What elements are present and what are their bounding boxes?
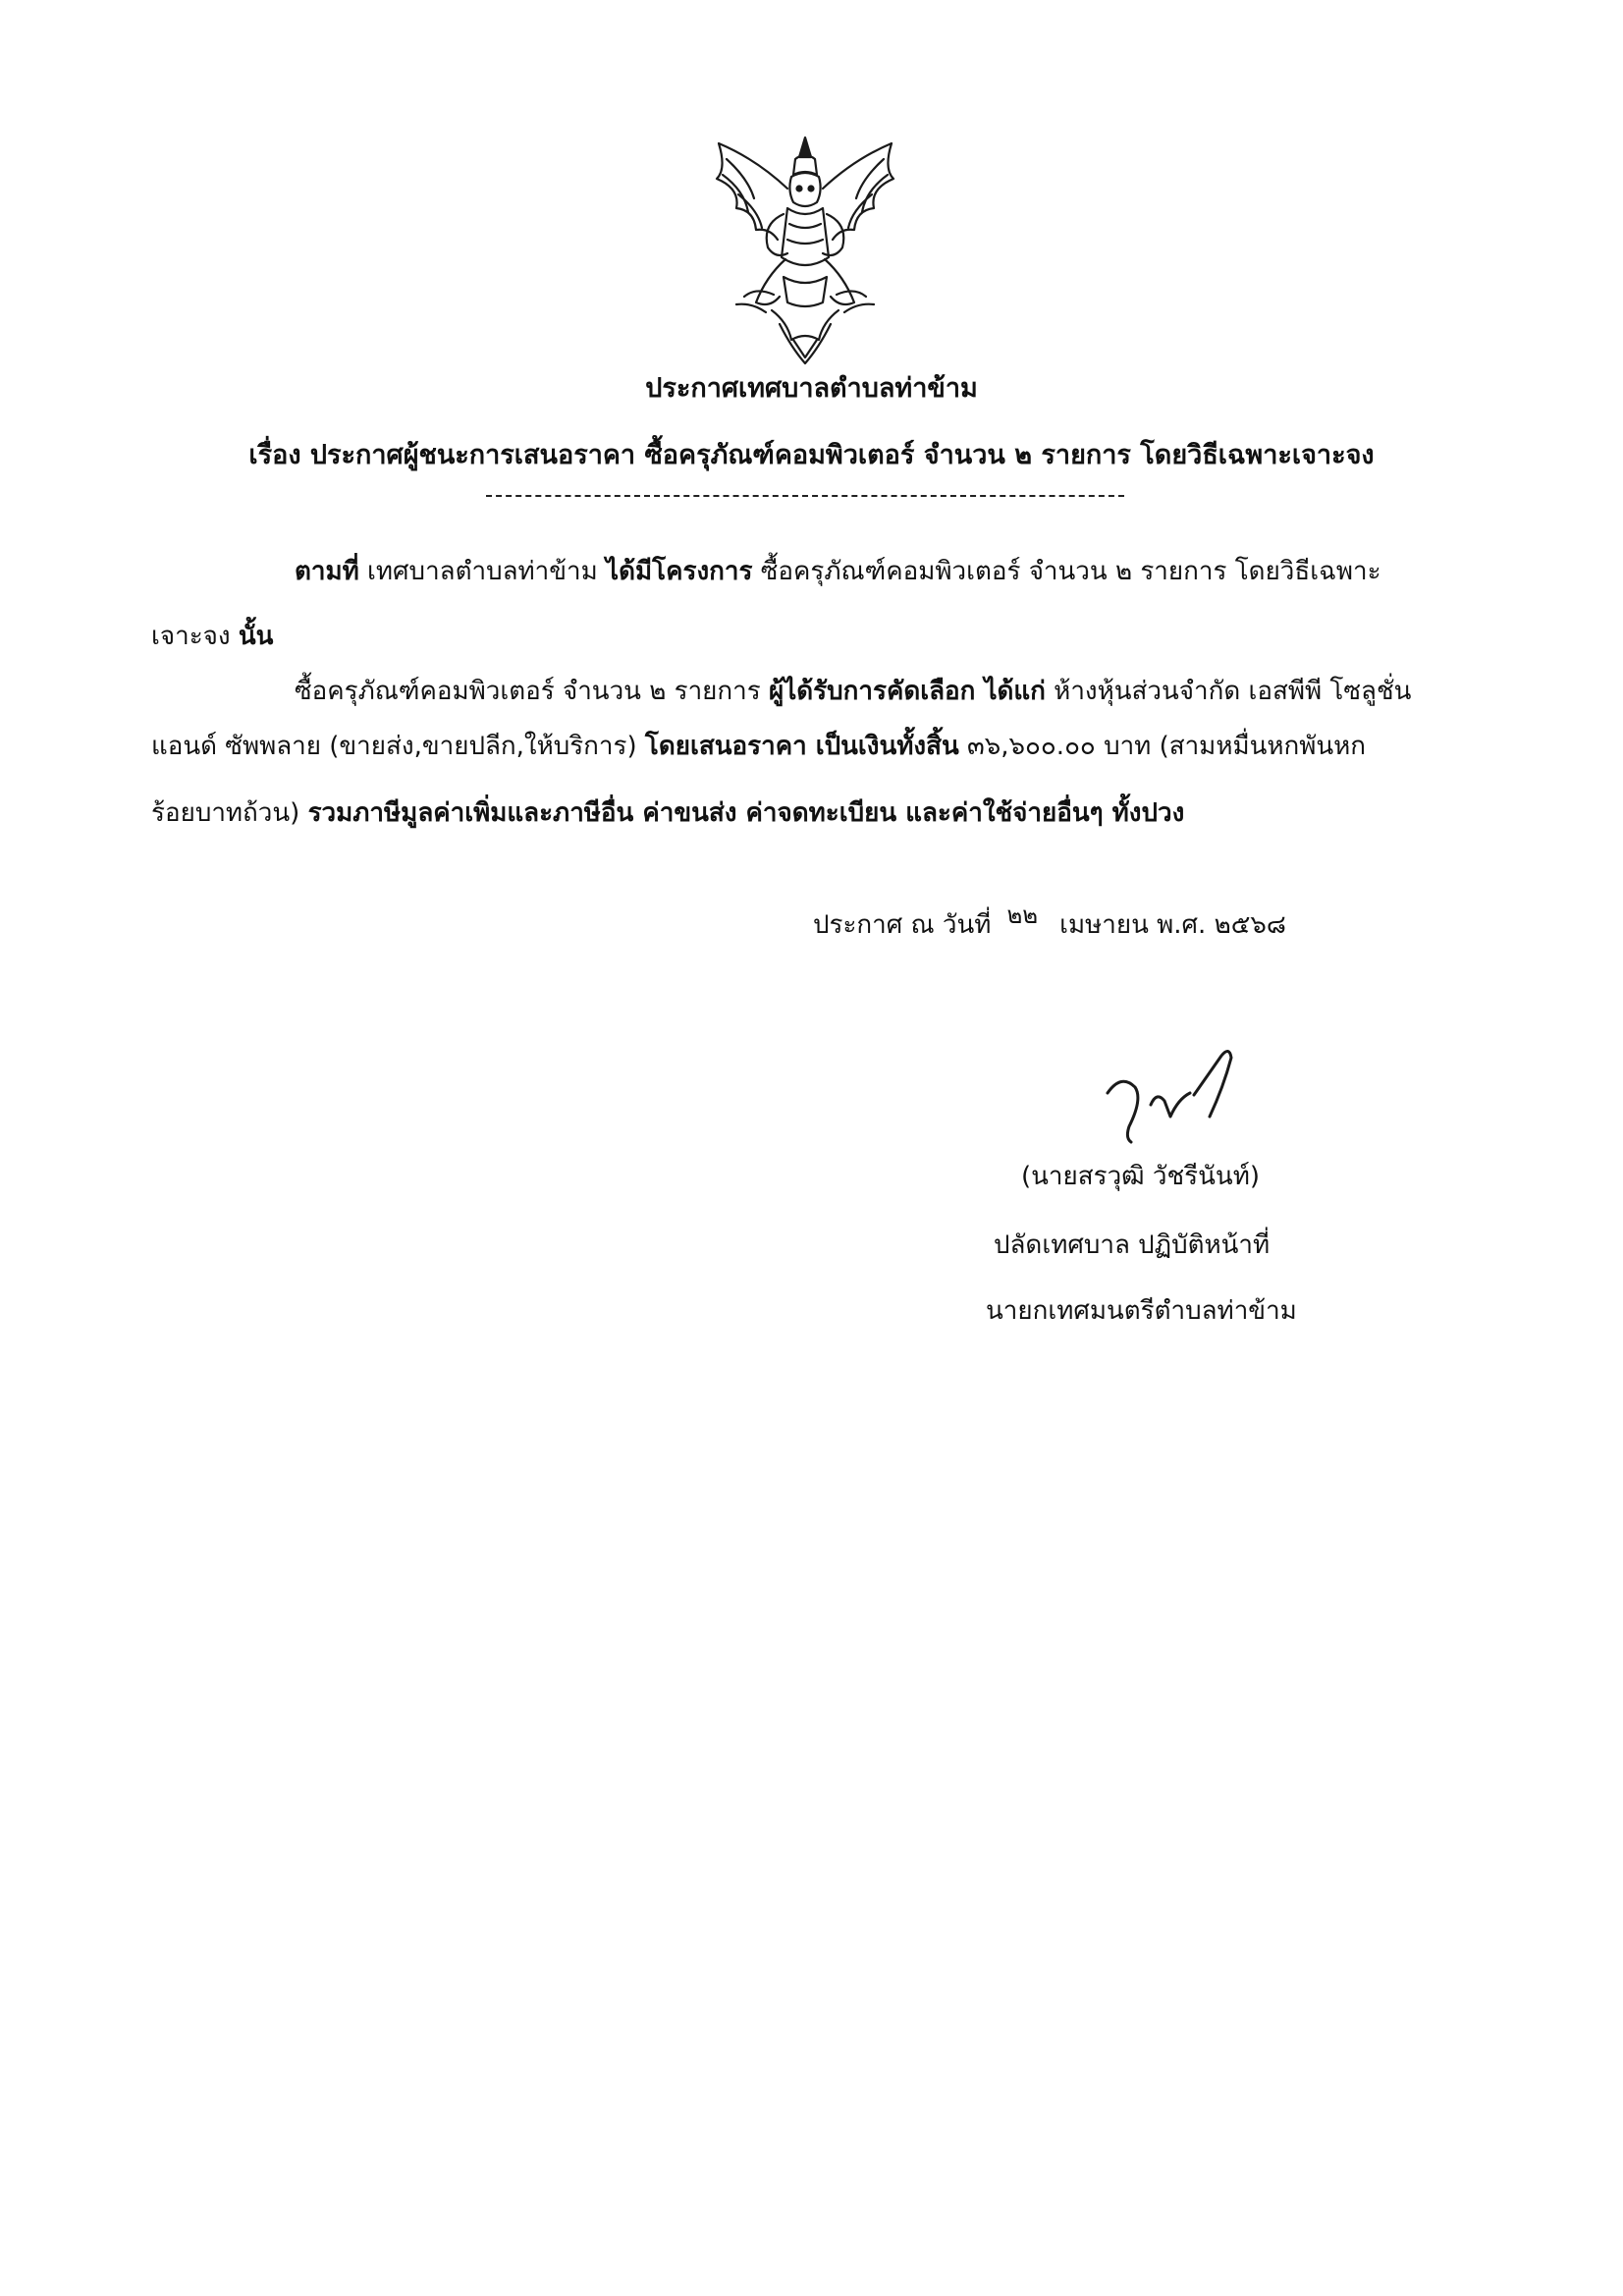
body-line-3-text2: ห้างหุ้นส่วนจำกัด เอสพีพี โซลูชั่น	[1045, 677, 1412, 706]
body-line-1-text1: เทศบาลตำบลท่าข้าม	[358, 557, 607, 586]
document-title: ประกาศเทศบาลตำบลท่าข้าม	[645, 373, 978, 404]
body-line-3-bold: ผู้ได้รับการคัดเลือก ได้แก่	[768, 677, 1046, 706]
body-line-4-bold: โดยเสนอราคา เป็นเงินทั้งสิ้น	[644, 732, 959, 761]
dashed-divider	[486, 495, 1124, 497]
body-line-5-bold: รวมภาษีมูลค่าเพิ่มและภาษีอื่น ค่าขนส่ง ค่าจดทะเบียน และค่าใช้จ่ายอื่นๆ ทั้งปวง	[307, 798, 1185, 828]
body-line-5	[151, 793, 1184, 833]
handwritten-signature	[1100, 1036, 1267, 1154]
date-day-handwritten: ๒๒	[1006, 902, 1039, 929]
garuda-emblem-icon	[697, 130, 913, 370]
body-line-4-text1: แอนด์ ซัพพลาย (ขายส่ง,ขายปลีก,ให้บริการ)	[151, 732, 645, 761]
body-line-1-text2: ซื้อครุภัณฑ์คอมพิวเตอร์ จำนวน ๒ รายการ โดยวิธีเฉพาะ	[752, 557, 1381, 586]
signatory-position-2: นายกเทศมนตรีตำบลท่าข้าม	[986, 1296, 1297, 1326]
body-line-2-text: เจาะจง	[151, 622, 239, 651]
body-line-4-text2: ๓๖,๖๐๐.๐๐ บาท (สามหมื่นหกพันหก	[958, 732, 1367, 761]
announcement-date	[813, 902, 1286, 945]
body-line-3-text1: ซื้อครุภัณฑ์คอมพิวเตอร์ จำนวน ๒ รายการ	[295, 677, 769, 706]
body-line-2	[151, 617, 273, 656]
body-line-2-bold: นั้น	[238, 622, 274, 651]
date-prefix: ประกาศ ณ วันที่	[813, 910, 992, 940]
body-line-1	[295, 552, 1381, 591]
body-line-5-text1: ร้อยบาทถ้วน)	[151, 798, 308, 828]
body-line-4	[151, 727, 1366, 766]
signatory-name: (นายสรวุฒิ วัชรีนันท์)	[1021, 1162, 1260, 1191]
body-line-1-lead: ตามที่	[295, 557, 359, 586]
signatory-position-1: ปลัดเทศบาล ปฏิบัติหน้าที่	[994, 1230, 1271, 1260]
document-subject: เรื่อง ประกาศผู้ชนะการเสนอราคา ซื้อครุภัณฑ์คอมพิวเตอร์ จำนวน ๒ รายการ โดยวิธีเฉพาะเจาะจง	[248, 440, 1375, 470]
date-month-year: เมษายน พ.ศ. ๒๕๖๘	[1059, 910, 1286, 940]
body-line-3	[295, 672, 1411, 711]
body-line-1-bold: ได้มีโครงการ	[606, 557, 753, 586]
